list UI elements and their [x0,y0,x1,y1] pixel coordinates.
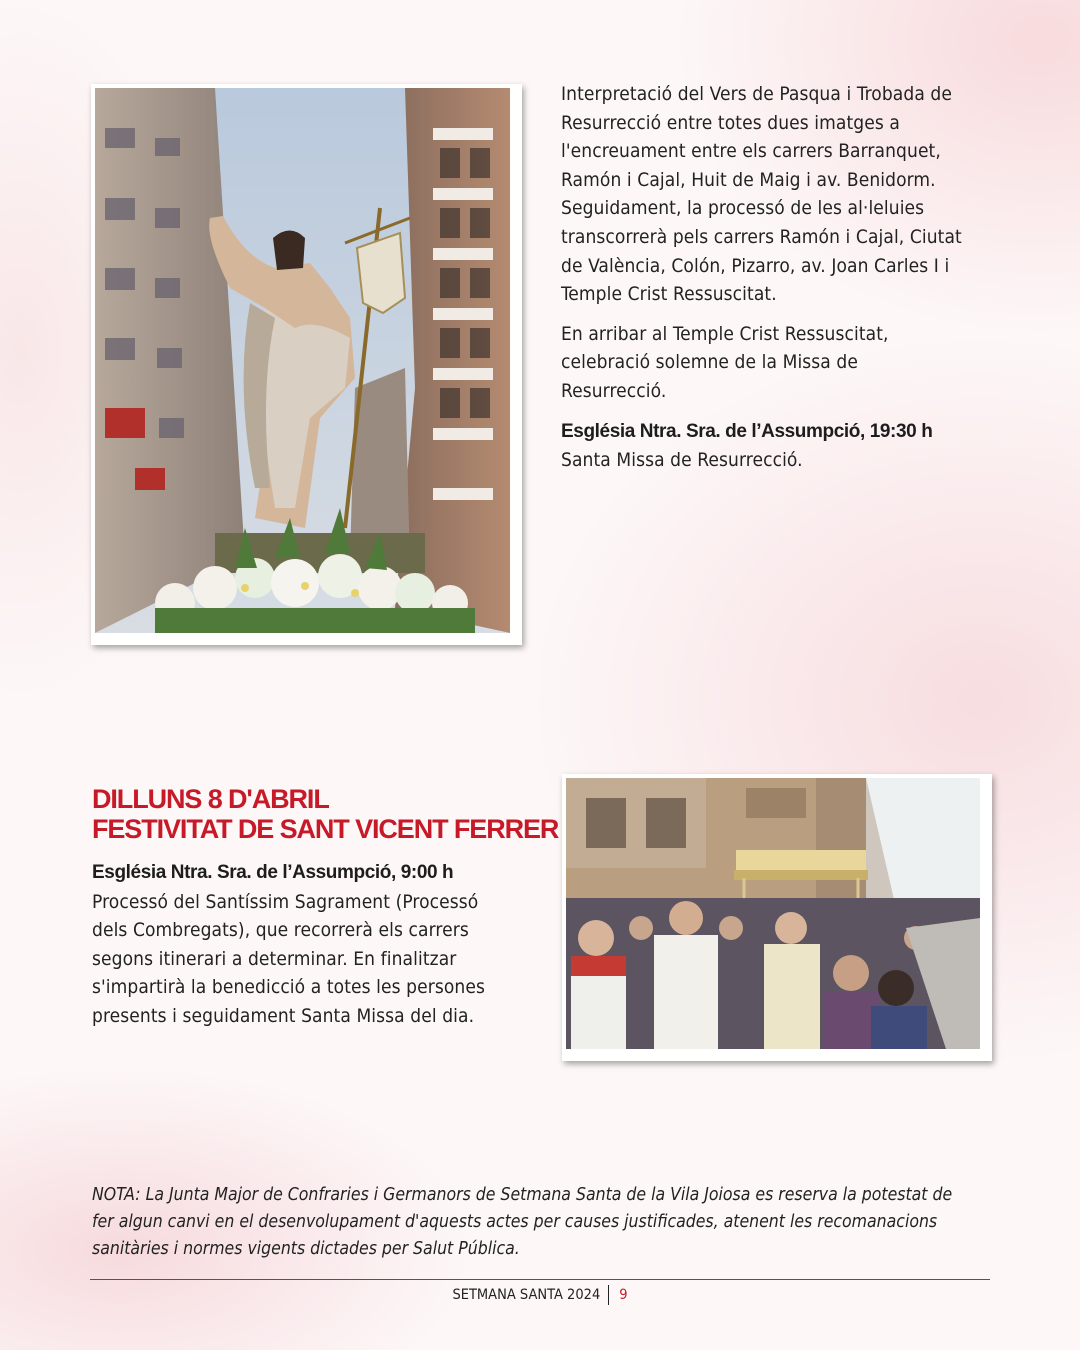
evening-mass-paragraph [561,417,1001,475]
photo-procession [562,774,992,1061]
section-heading [92,784,558,844]
publication-title: SETMANA SANTA 2024 [452,1287,601,1303]
heading-date: DILLUNS 8 D'ABRIL [92,784,329,814]
procession-text-column [92,858,532,1031]
risen-christ-image [95,88,510,633]
vers-pasqua-paragraph: Interpretació del Vers de Pasqua i Trobada de Resurrecció entre totes dues imatges a l'encreuament entre els carrers Barranquet, Ramón i Cajal, Huit de Maig i av. Benidorm. Seguidament, la processó de les al·leluies transcorrerà pels carrers Ramón i Cajal, Ciutat de València, Colón, Pizarro, av. Joan Carles I i Temple Crist Ressuscitat. [561,83,962,306]
church-time-label: Església Ntra. Sra. de l’Assumpció, 19:30 h [561,420,933,442]
footer-separator [608,1285,609,1305]
photo-risen-christ-statue [91,84,522,645]
page-number: 9 [619,1287,628,1303]
procession-paragraph: Església Ntra. Sra. de l’Assumpció, 9:00 h Processó del Santíssim Sagrament (Processó dels Combregats), que recorrerà els carrers segons itinerari a determinar. En finalitzar s'impartirà la benedicció a totes les persones presents i seguidament Santa Missa del dia. [92,862,485,1027]
heading-festivity: FESTIVITAT DE SANT VICENT FERRER [92,814,559,844]
note-disclaimer: NOTA: La Junta Major de Confraries i Germanors de Setmana Santa de la Vila Joiosa es reserva la potestat de fer algun canvi en el desenvolupament d'aquests actes per causes justificades, atenent les recomanacions sanitàries i normes vigents dictades per Salut Pública. [92,1185,953,1259]
footer-divider [90,1279,990,1280]
temple-arrival-paragraph: En arribar al Temple Crist Ressuscitat, celebració solemne de la Missa de Resurrecció. [561,322,889,402]
resurrection-text-column [561,80,1001,475]
procession-image [566,778,980,1049]
mass-title: Santa Missa de Resurrecció. [561,449,803,472]
page-footer [0,1285,1080,1305]
church-time-label: Església Ntra. Sra. de l’Assumpció, 9:00 h [92,862,454,883]
